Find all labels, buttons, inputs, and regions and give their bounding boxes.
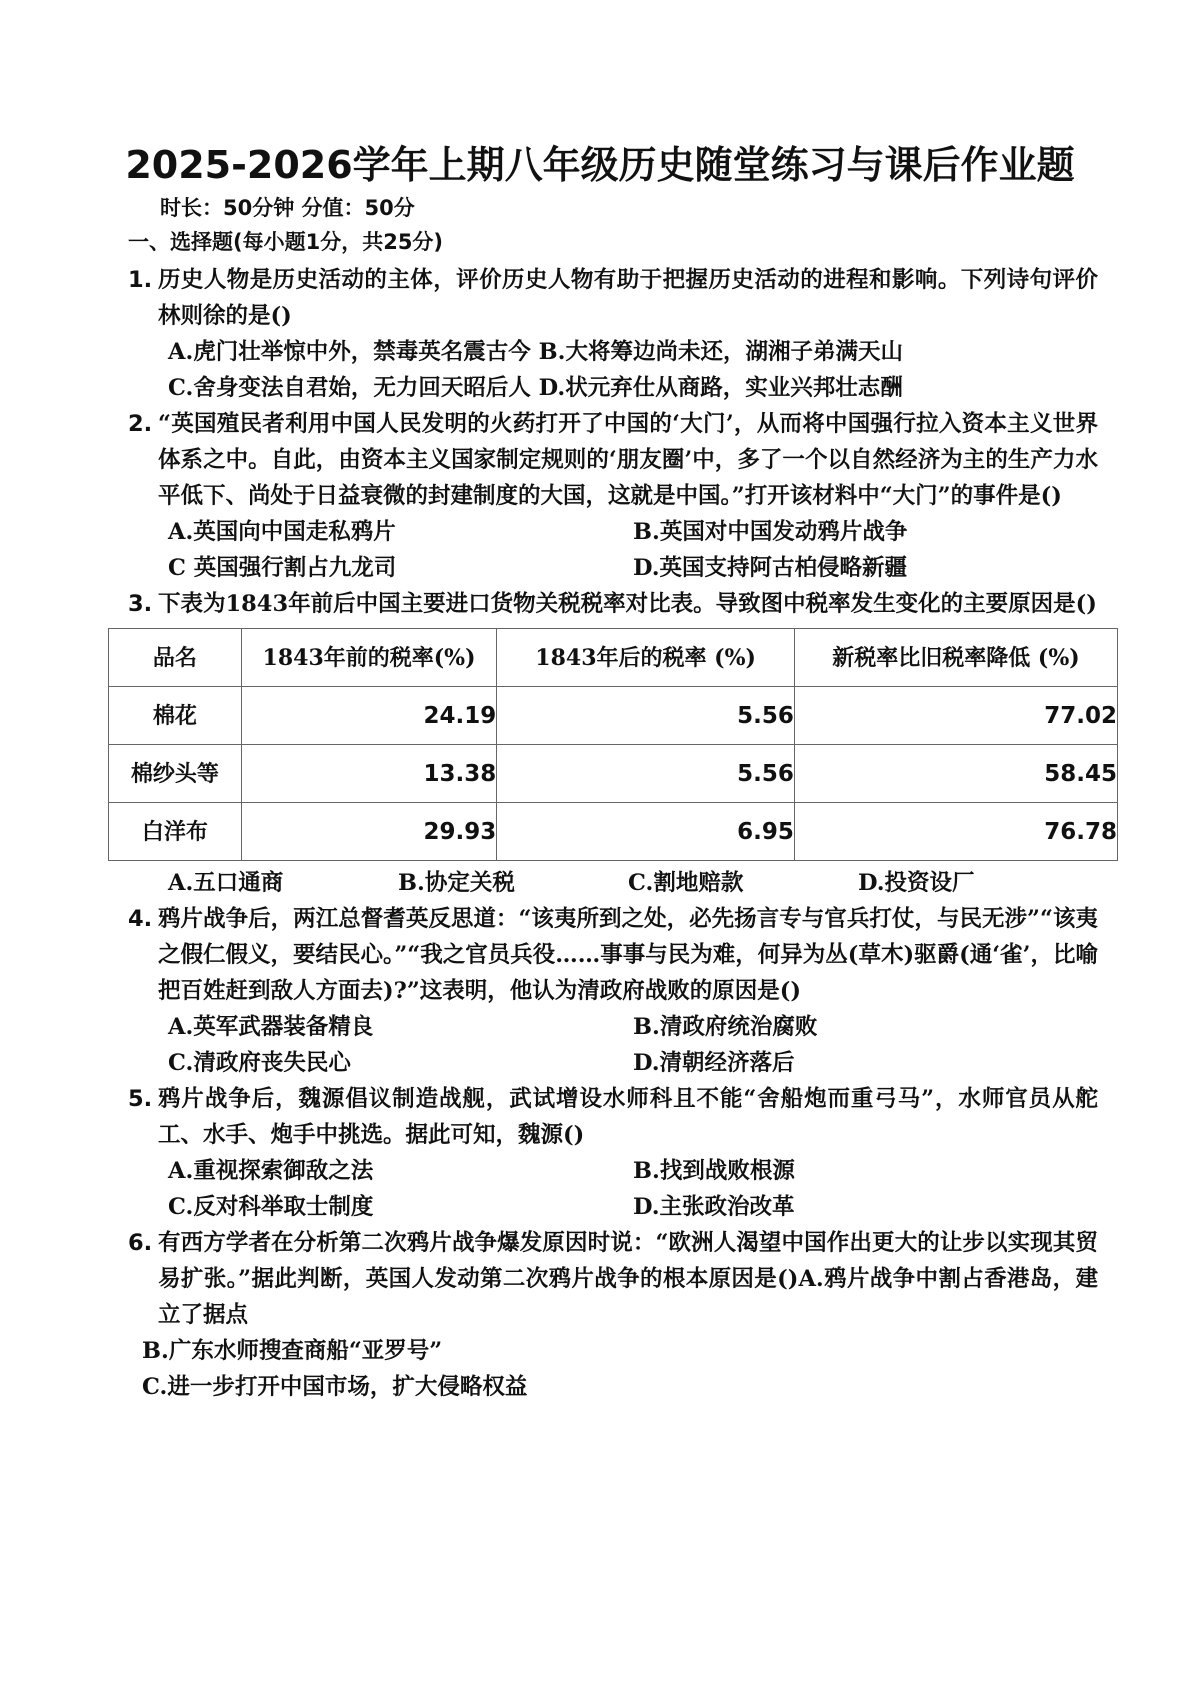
- table-cell: 棉花: [109, 687, 242, 745]
- option-a: A.英军武器装备精良: [168, 1014, 374, 1040]
- question-2: [128, 406, 1098, 514]
- question-number: 6.: [128, 1230, 153, 1256]
- question-number: 1.: [128, 267, 153, 293]
- table-cell: 白洋布: [109, 803, 242, 861]
- option-b: B.找到战败根源: [633, 1158, 795, 1184]
- question-1-options: [168, 334, 1098, 406]
- column-header: 品名: [109, 629, 242, 687]
- table-cell: 29.93: [241, 803, 497, 861]
- column-header: 新税率比旧税率降低 (%): [794, 629, 1117, 687]
- question-text: 下表为1843年前后中国主要进口货物关税税率对比表。导致图中税率发生变化的主要原因是(): [158, 591, 1097, 617]
- column-header: 1843年前的税率(%): [241, 629, 497, 687]
- option-d: D.清朝经济落后: [633, 1050, 795, 1076]
- question-number: 4.: [128, 906, 153, 932]
- table-cell: 13.38: [241, 745, 497, 803]
- option-c: C 英国强行割占九龙司: [168, 555, 397, 581]
- exam-meta: 时长：50分钟 分值：50分: [160, 196, 415, 220]
- question-number: 2.: [128, 411, 153, 437]
- option-c: C.反对科举取士制度: [168, 1194, 374, 1220]
- question-2-options: [168, 514, 1098, 586]
- option-line: A.虎门壮举惊中外，禁毒英名震古今 B.大将筹边尚未还，湖湘子弟满天山: [168, 339, 903, 365]
- question-text: 鸦片战争后，两江总督耆英反思道：“该夷所到之处，必先扬言专与官兵打仗，与民无涉”“该夷之假仁假义，要结民心。”“我之官员兵役……事事与民为难，何异为丛(草木)驱爵(通‘雀’，比喻把百姓赶到敌人方面去)?”这表明，他认为清政府战败的原因是(): [158, 906, 1098, 1004]
- question-text: “英国殖民者利用中国人民发明的火药打开了中国的‘大门’，从而将中国强行拉入资本主义世界体系之中。自此，由资本主义国家制定规则的‘朋友圈’中，多了一个以自然经济为主的生产力水平低下、尚处于日益衰微的封建制度的大国，这就是中国。”打开该材料中“大门”的事件是(): [158, 411, 1098, 509]
- question-text: 鸦片战争后，魏源倡议制造战舰，武试增设水师科且不能“舍船炮而重弓马”，水师官员从舵工、水手、炮手中挑选。据此可知，魏源(): [158, 1086, 1098, 1148]
- question-4: [128, 901, 1098, 1009]
- question-6-option-b: B.广东水师搜查商船“亚罗号”: [142, 1338, 443, 1364]
- option-b: B.英国对中国发动鸦片战争: [633, 519, 908, 545]
- option-c: C.割地赔款: [628, 870, 744, 896]
- option-d: D.英国支持阿古柏侵略新疆: [633, 555, 908, 581]
- table-cell: 5.56: [497, 745, 795, 803]
- table-cell: 棉纱头等: [109, 745, 242, 803]
- question-3-options: [168, 865, 1098, 901]
- question-6-option-c: C.进一步打开中国市场，扩大侵略权益: [142, 1374, 528, 1400]
- option-line: C.舍身变法自君始，无力回天昭后人 D.状元弃仕从商路，实业兴邦壮志酬: [168, 375, 903, 401]
- question-1: [128, 262, 1098, 334]
- option-b: B.清政府统治腐败: [633, 1014, 818, 1040]
- question-list: [128, 262, 1117, 1405]
- table-row: [109, 687, 1118, 745]
- table-cell: 58.45: [794, 745, 1117, 803]
- page-title: 2025-2026学年上期八年级历史随堂练习与课后作业题: [125, 143, 1075, 187]
- table-header-row: [109, 629, 1118, 687]
- table-cell: 24.19: [241, 687, 497, 745]
- table-row: [109, 803, 1118, 861]
- question-number: 3.: [128, 591, 153, 617]
- question-6: [128, 1225, 1098, 1333]
- table-cell: 6.95: [497, 803, 795, 861]
- question-5: [128, 1081, 1098, 1153]
- option-a: A.五口通商: [168, 870, 284, 896]
- option-a: A.英国向中国走私鸦片: [168, 519, 396, 545]
- table-cell: 76.78: [794, 803, 1117, 861]
- section-heading: 一、选择题(每小题1分，共25分): [128, 230, 444, 254]
- table-row: [109, 745, 1118, 803]
- question-text: 有西方学者在分析第二次鸦片战争爆发原因时说：“欧洲人渴望中国作出更大的让步以实现其贸易扩张。”据此判断，英国人发动第二次鸦片战争的根本原因是()A.鸦片战争中割占香港岛，建立了据点: [158, 1230, 1098, 1328]
- option-d: D.主张政治改革: [633, 1194, 795, 1220]
- table-cell: 77.02: [794, 687, 1117, 745]
- option-d: D.投资设厂: [858, 870, 975, 896]
- option-c: C.清政府丧失民心: [168, 1050, 351, 1076]
- question-3: [128, 586, 1098, 622]
- option-a: A.重视探索御敌之法: [168, 1158, 374, 1184]
- question-text: 历史人物是历史活动的主体，评价历史人物有助于把握历史活动的进程和影响。下列诗句评价林则徐的是(): [158, 267, 1098, 329]
- question-number: 5.: [128, 1086, 153, 1112]
- question-5-options: [168, 1153, 1098, 1225]
- option-b: B.协定关税: [398, 870, 515, 896]
- table-cell: 5.56: [497, 687, 795, 745]
- column-header: 1843年后的税率 (%): [497, 629, 795, 687]
- question-4-options: [168, 1009, 1098, 1081]
- tariff-table: [108, 628, 1118, 861]
